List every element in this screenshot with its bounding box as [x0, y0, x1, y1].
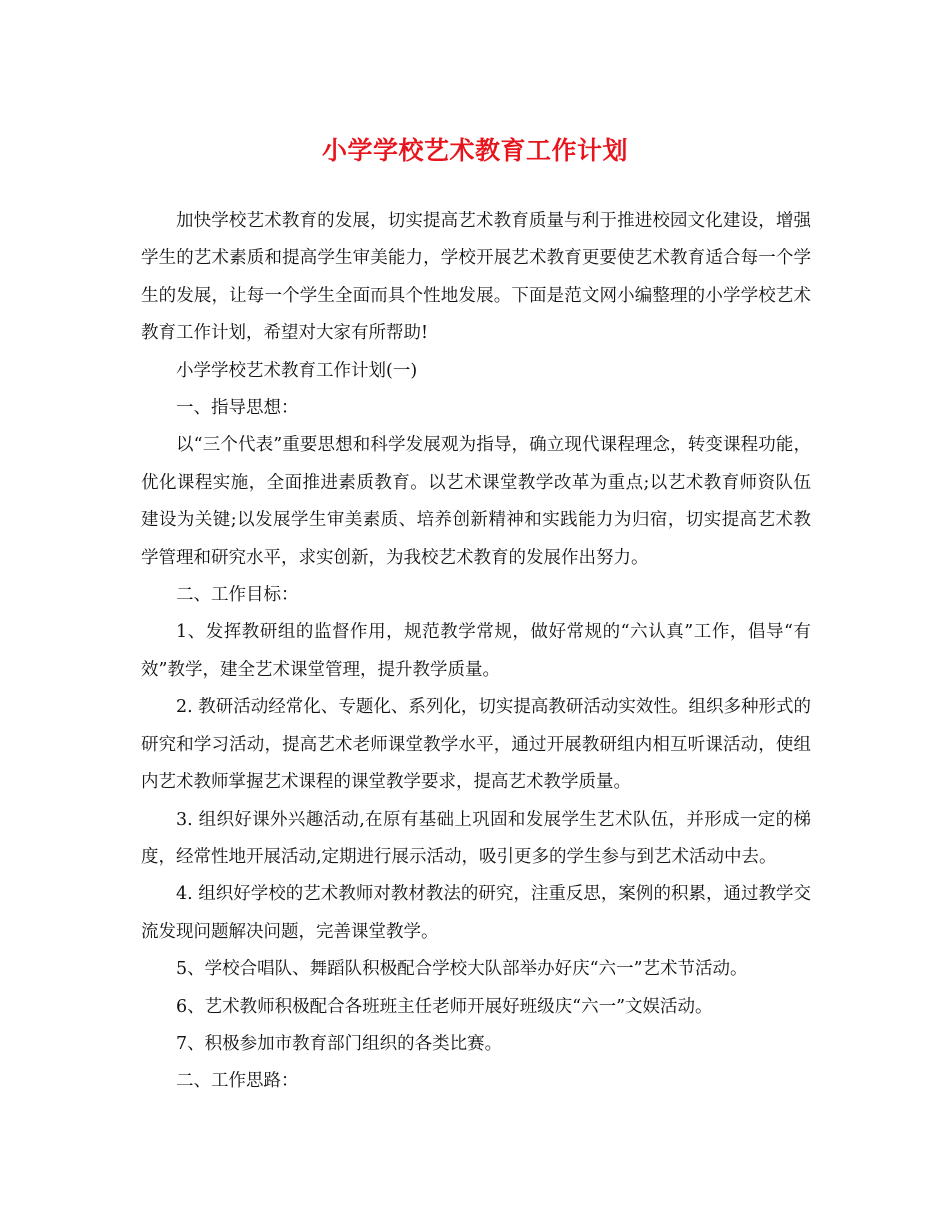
document-body — [141, 203, 811, 1101]
paragraph-guiding-ideology: 以“三个代表”重要思想和科学发展观为指导，确立现代课程理念，转变课程功能，优化课程实施，全面推进素质教育。以艺术课堂教学改革为重点;以艺术教育师资队伍建设为关键;以发展学生审美素质、培养创新精神和实践能力为归宿，切实提高艺术教学管理和研究水平，求实创新，为我校艺术教育的发展作出努力。 — [141, 435, 811, 568]
subheading-guiding-ideology: 一、指导思想： — [176, 398, 299, 419]
goal-item: 4. 组织好学校的艺术教师对教材教法的研究，注重反思，案例的积累，通过教学交流发现问题解决问题，完善课堂教学。 — [141, 884, 811, 942]
goal-item: 5、学校合唱队、舞蹈队积极配合学校大队部举办好庆“六一”艺术节活动。 — [176, 959, 748, 980]
goal-item: 7、积极参加市教育部门组织的各类比赛。 — [176, 1033, 503, 1054]
document-title: 小学学校艺术教育工作计划 — [321, 136, 628, 165]
subheading-work-approach: 二、工作思路： — [176, 1071, 299, 1092]
goal-item: 6、艺术教师积极配合各班班主任老师开展好班级庆“六一”文娱活动。 — [176, 996, 713, 1017]
intro-paragraph: 加快学校艺术教育的发展，切实提高艺术教育质量与利于推进校园文化建设，增强学生的艺术素质和提高学生审美能力，学校开展艺术教育更要使艺术教育适合每一个学生的发展，让每一个学生全面而具个性地发展。下面是范文网小编整理的小学学校艺术教育工作计划，希望对大家有所帮助! — [141, 211, 811, 344]
goal-item: 3. 组织好课外兴趣活动,在原有基础上巩固和发展学生艺术队伍，并形成一定的梯度，经常性地开展活动,定期进行展示活动，吸引更多的学生参与到艺术活动中去。 — [141, 809, 811, 867]
goal-item: 2. 教研活动经常化、专题化、系列化，切实提高教研活动实效性。组织多种形式的研究和学习活动，提高艺术老师课堂教学水平，通过开展教研组内相互听课活动，使组内艺术教师掌握艺术课程的课堂教学要求，提高艺术教学质量。 — [141, 697, 811, 793]
subheading-work-goals: 二、工作目标： — [176, 585, 299, 606]
goal-item: 1、发挥教研组的监督作用，规范教学常规，做好常规的“六认真”工作，倡导“有效”教学，建全艺术课堂管理，提升教学质量。 — [141, 622, 811, 680]
section-heading: 小学学校艺术教育工作计划(一) — [176, 360, 418, 381]
